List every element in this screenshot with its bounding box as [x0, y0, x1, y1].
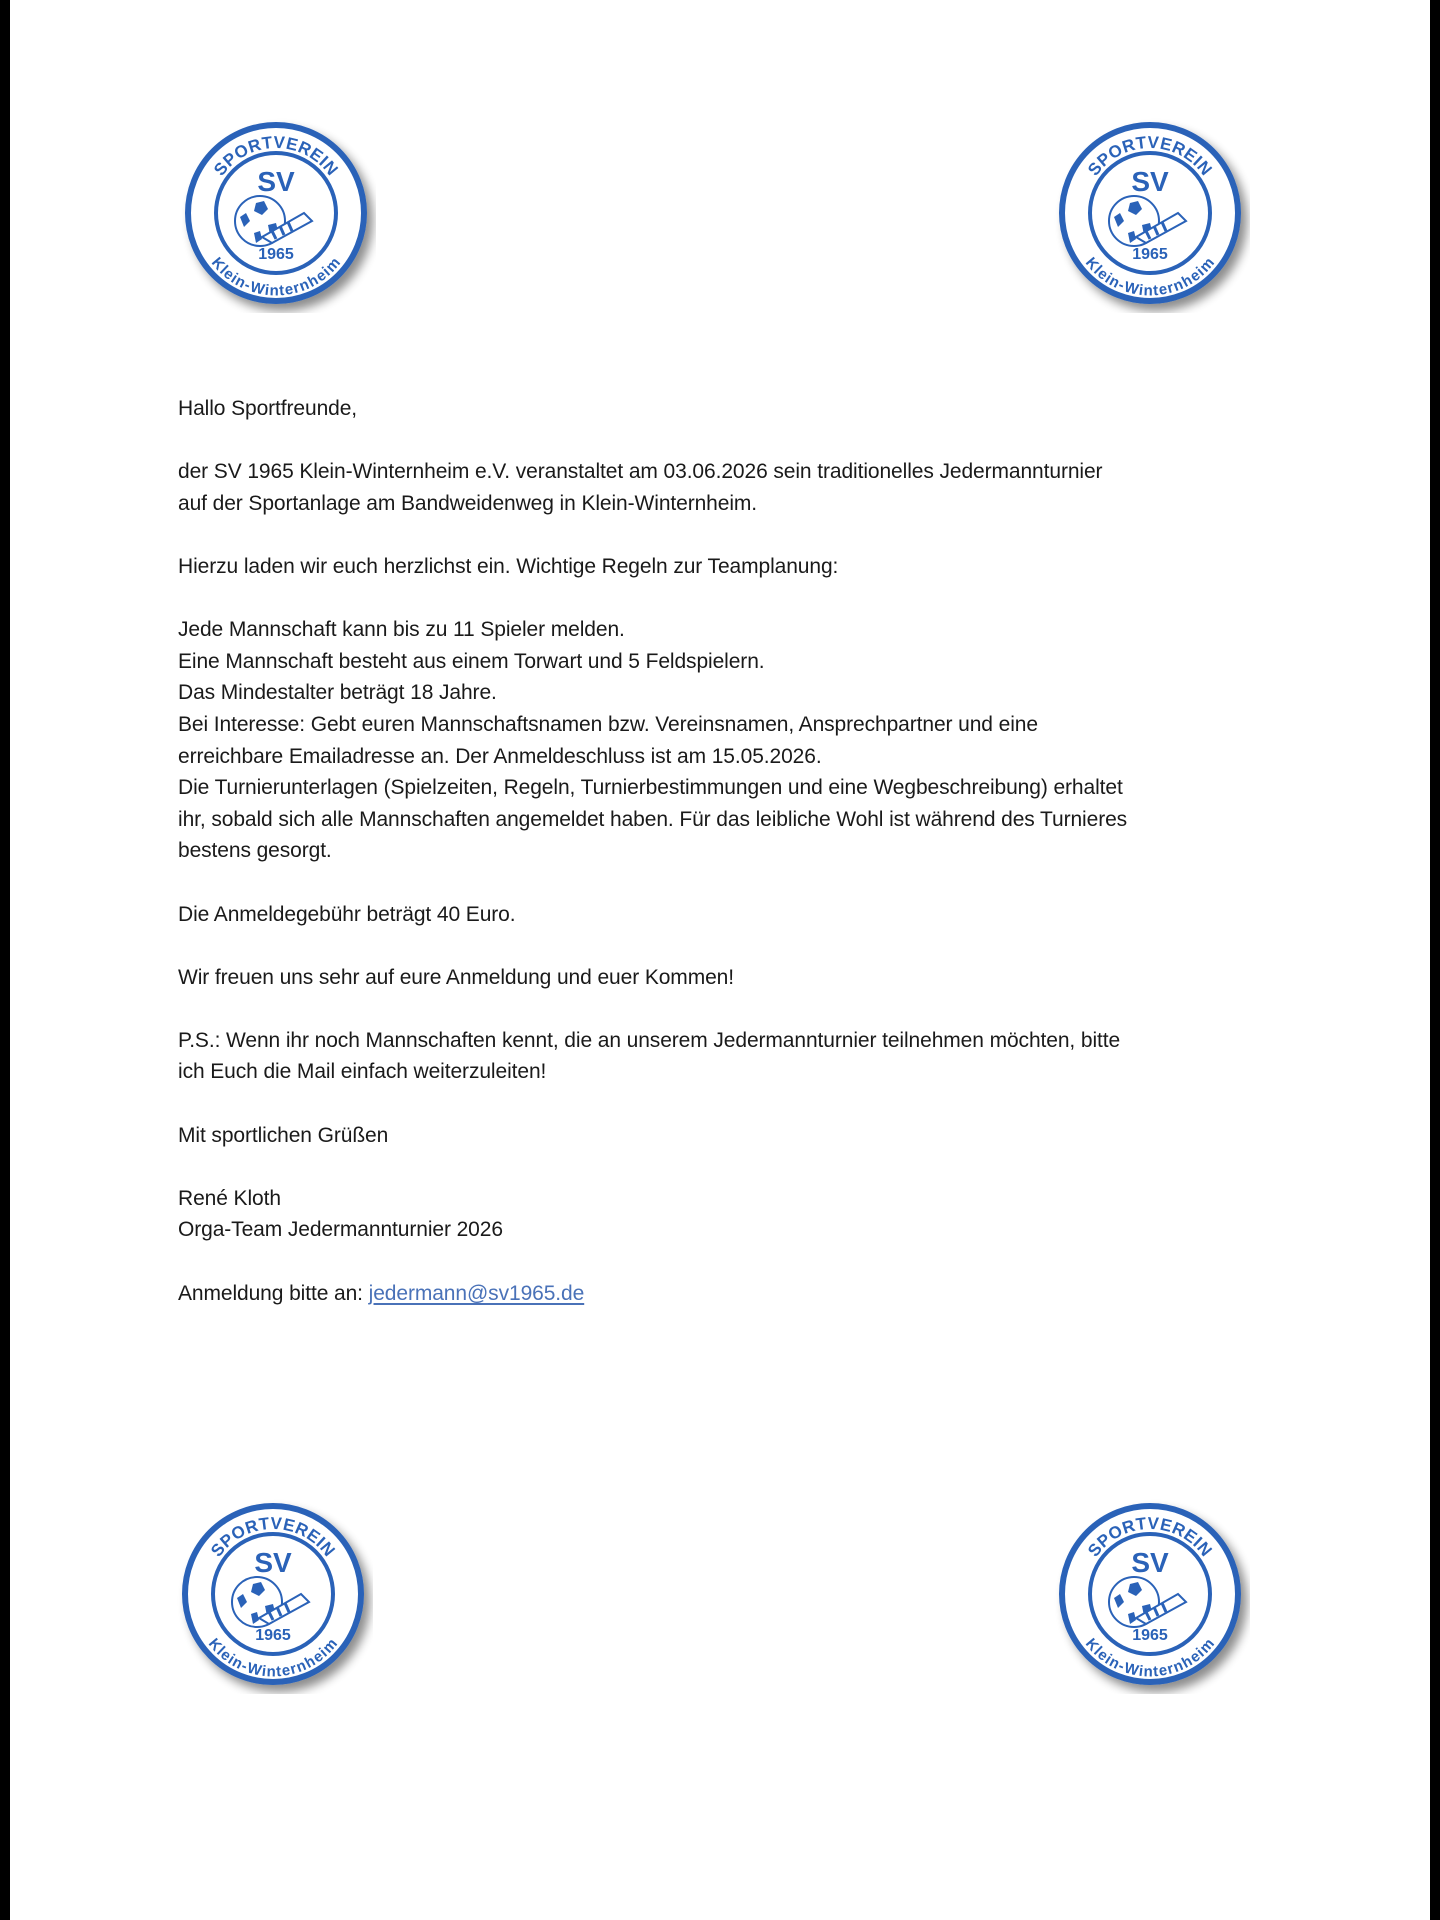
club-logo-top-right — [1050, 113, 1250, 313]
rule-line: Eine Mannschaft besteht aus einem Torwart und 5 Feldspielern. — [178, 649, 765, 673]
svg-text:1965: 1965 — [255, 1627, 291, 1644]
intro-line: der SV 1965 Klein-Winternheim e.V. veranstaltet am 03.06.2026 sein traditionelles Jedermannturnier — [178, 460, 1103, 484]
registration-line — [178, 1278, 1298, 1310]
registration-label: Anmeldung bitte an: — [178, 1281, 369, 1305]
letter-body — [178, 393, 1298, 1309]
svg-text:SPORTVEREIN: SPORTVEREIN — [1084, 132, 1216, 180]
svg-text:1965: 1965 — [258, 246, 294, 263]
rule-line: Das Mindestalter beträgt 18 Jahre. — [178, 681, 497, 705]
club-logo-bottom-left — [173, 1494, 373, 1694]
ps-line: ich Euch die Mail einfach weiterzuleiten! — [178, 1060, 547, 1084]
club-crest-icon — [1050, 113, 1250, 313]
club-crest-icon — [173, 1494, 373, 1694]
fee-text: Die Anmeldegebühr beträgt 40 Euro. — [178, 902, 516, 926]
svg-text:Klein-Winternheim: Klein-Winternheim — [1081, 1635, 1218, 1681]
svg-text:SV: SV — [254, 1547, 292, 1578]
signature-role: Orga-Team Jedermannturnier 2026 — [178, 1218, 503, 1242]
svg-text:Klein-Winternheim: Klein-Winternheim — [204, 1635, 341, 1681]
intro-line: auf der Sportanlage am Bandweidenweg in Klein-Winternheim. — [178, 491, 758, 515]
svg-text:SV: SV — [257, 166, 295, 197]
rule-line: Bei Interesse: Gebt euren Mannschaftsnamen bzw. Vereinsnamen, Ansprechpartner und eine — [178, 712, 1038, 736]
signature-name: René Kloth — [178, 1186, 281, 1210]
ps-line: P.S.: Wenn ihr noch Mannschaften kennt, die an unserem Jedermannturnier teilnehmen möchten, bitte — [178, 1028, 1121, 1052]
svg-text:SV: SV — [1131, 1547, 1169, 1578]
rule-line: bestens gesorgt. — [178, 839, 332, 863]
svg-text:1965: 1965 — [1132, 1627, 1168, 1644]
rule-line: Die Turnierunterlagen (Spielzeiten, Regeln, Turnierbestimmungen und eine Wegbeschreibung) erhaltet — [178, 776, 1123, 800]
closing-text: Mit sportlichen Grüßen — [178, 1123, 389, 1147]
svg-text:SPORTVEREIN: SPORTVEREIN — [207, 1513, 339, 1561]
svg-text:SPORTVEREIN: SPORTVEREIN — [210, 132, 342, 180]
document-page — [10, 0, 1430, 1920]
rule-line: ihr, sobald sich alle Mannschaften angemeldet haben. Für das leibliche Wohl ist während des Turnieres — [178, 807, 1128, 831]
invite-text: Hierzu laden wir euch herzlichst ein. Wichtige Regeln zur Teamplanung: — [178, 554, 839, 578]
rule-line: erreichbare Emailadresse an. Der Anmeldeschluss ist am 15.05.2026. — [178, 744, 822, 768]
looking-forward-text: Wir freuen uns sehr auf eure Anmeldung und euer Kommen! — [178, 965, 734, 989]
rule-line: Jede Mannschaft kann bis zu 11 Spieler melden. — [178, 618, 625, 642]
svg-text:Klein-Winternheim: Klein-Winternheim — [207, 254, 344, 300]
svg-text:SV: SV — [1131, 166, 1169, 197]
club-crest-icon — [1050, 1494, 1250, 1694]
svg-text:SPORTVEREIN: SPORTVEREIN — [1084, 1513, 1216, 1561]
club-logo-top-left — [176, 113, 376, 313]
svg-text:Klein-Winternheim: Klein-Winternheim — [1081, 254, 1218, 300]
club-logo-bottom-right — [1050, 1494, 1250, 1694]
greeting: Hallo Sportfreunde, — [178, 397, 358, 420]
svg-text:1965: 1965 — [1132, 246, 1168, 263]
registration-email-link[interactable]: jedermann@sv1965.de — [368, 1281, 585, 1305]
club-crest-icon — [176, 113, 376, 313]
